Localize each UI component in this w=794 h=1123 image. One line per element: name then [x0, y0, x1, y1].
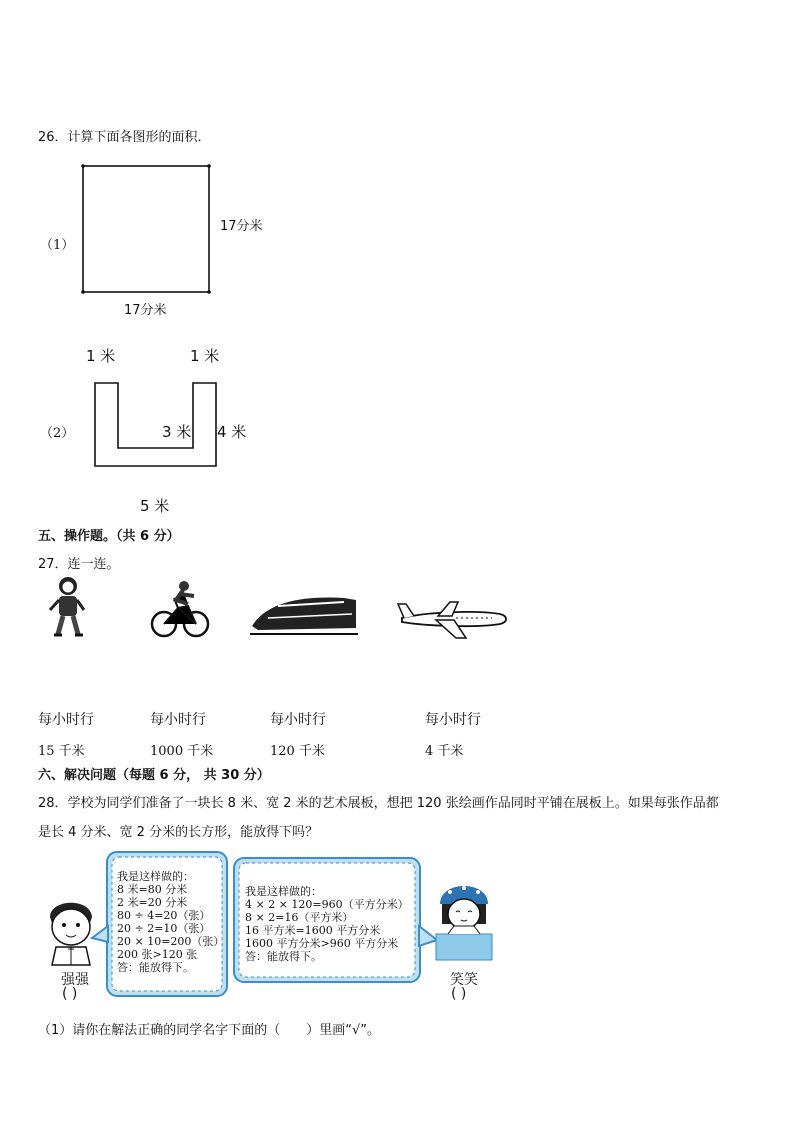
fig1-label: （1）: [40, 238, 75, 253]
girl-xiaoxiao-picture: [432, 880, 496, 968]
left-line-3: 2 米=20 分米: [117, 896, 188, 909]
fig2-inner: 3 米: [162, 423, 192, 441]
fig2-top-right: 1 米: [190, 347, 220, 365]
q27-title: 27．连一连。: [38, 557, 120, 572]
left-line-7: 200 张>120 张: [117, 948, 198, 961]
q28-line1: 28．学校为同学们准备了一块长 8 米、宽 2 米的艺术展板，想把 120 张绘画作品同时平铺在展板上。如果每张作品都: [38, 796, 719, 811]
left-line-4: 80 ÷ 4=20（张）: [117, 909, 211, 922]
walking-child-picture: [44, 574, 92, 638]
train-picture: [248, 590, 360, 640]
speed-label-3: 每小时行: [270, 712, 326, 728]
square-figure: [74, 160, 219, 300]
right-line-2: 4 × 2 × 120=960（平方分米）: [245, 898, 409, 911]
q26-title: 26．计算下面各图形的面积．: [38, 130, 211, 145]
q28-sub1: （1）请你在解法正确的同学名字下面的（ ）里画“√”。: [38, 1023, 381, 1038]
left-student-answer-paren[interactable]: ( ): [62, 986, 78, 1002]
left-student-name: 强强: [61, 972, 89, 988]
fig2-right: 4 米: [217, 423, 247, 441]
section5-heading: 五、操作题。（共 6 分）: [38, 529, 180, 544]
fig1-side-right: 17分米: [220, 219, 263, 234]
right-bubble-text: [245, 885, 409, 963]
fig1-side-bottom: 17分米: [124, 303, 167, 318]
fig2-label: （2）: [40, 426, 75, 441]
left-line-6: 20 × 10=200（张）: [117, 935, 225, 948]
left-line-2: 8 米=80 分米: [117, 883, 188, 896]
right-line-5: 1600 平方分米>960 平方分米: [245, 937, 399, 950]
speed-label-1: 每小时行: [38, 712, 94, 728]
fig2-bottom: 5 米: [140, 497, 170, 515]
left-line-8: 答：能放得下。: [117, 961, 194, 974]
speed-label-2: 每小时行: [150, 712, 206, 728]
airplane-picture: [396, 598, 510, 640]
speed-value-2: 1000 千米: [150, 744, 214, 759]
section6-heading: 六、解决问题（每题 6 分， 共 30 分）: [38, 768, 270, 783]
left-bubble-text: [117, 870, 224, 974]
left-line-5: 20 ÷ 2=10（张）: [117, 922, 211, 935]
right-line-1: 我是这样做的：: [245, 885, 322, 898]
right-student-answer-paren[interactable]: ( ): [451, 986, 467, 1002]
cyclist-picture: [150, 578, 210, 640]
speed-value-3: 120 千米: [270, 744, 325, 759]
speed-value-4: 4 千米: [425, 744, 464, 759]
right-line-3: 8 × 2=16（平方米）: [245, 911, 354, 924]
fig2-top-left: 1 米: [86, 347, 116, 365]
right-line-4: 16 平方米=1600 平方分米: [245, 924, 381, 937]
q28-line2: 是长 4 分米、宽 2 分米的长方形，能放得下吗？: [38, 825, 319, 840]
right-line-6: 答：能放得下。: [245, 950, 322, 963]
left-line-1: 我是这样做的：: [117, 870, 194, 883]
u-shape-figure: [90, 378, 220, 473]
speed-value-1: 15 千米: [38, 744, 85, 759]
right-student-name: 笑笑: [450, 972, 478, 988]
speed-label-4: 每小时行: [425, 712, 481, 728]
